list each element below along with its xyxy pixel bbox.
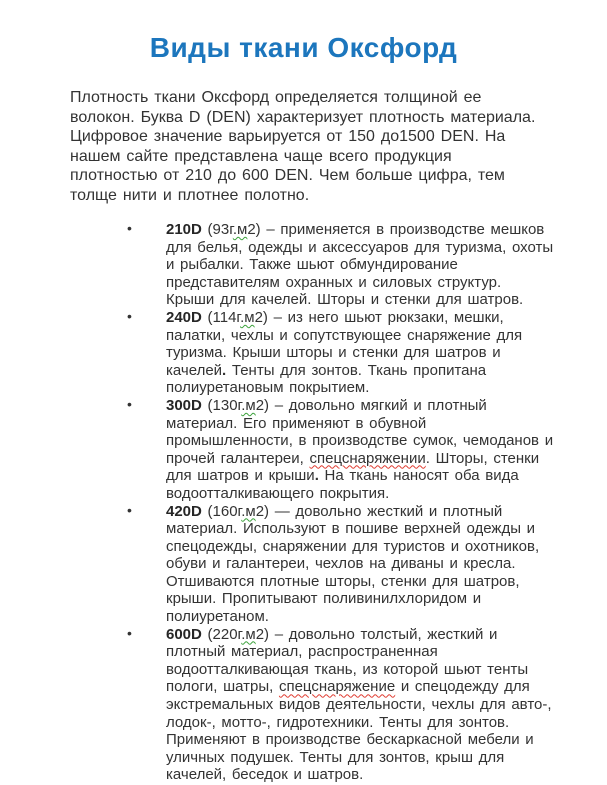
text-segment: . [314,467,319,485]
text-segment: (93г [201,221,233,238]
misspelled-word: .м [232,221,248,238]
text-segment: На ткань наносят оба вида водоотталкивающего покрытия. [166,467,519,502]
bullet-icon: • [127,220,132,236]
text-segment: (220г [201,625,242,643]
list-item [125,626,555,784]
misspelled-word: спецснаряжении [309,449,426,467]
misspelled-word: .м [241,396,256,414]
misspelled-word: .м [241,502,256,520]
text-segment: Тенты для зонтов. Ткань пропитана полиуретановым покрытием. [166,361,487,397]
text-segment: (114г [201,308,241,326]
misspelled-word: спецснаряжение [278,678,396,696]
bullet-icon: • [127,501,132,518]
text-segment: и спецодежду для экстремальных видов деятельности, чехлы для авто-, лодок-, мотто-, гидротехники. Тенты для зонтов. Применяют в производстве бескаркасной мебели и уличных подушек. Тенты для зонтов, крыш для качелей, беседок и шатров. [166,678,552,784]
text-segment: 2) – из него шьют рюкзаки, мешки, палатки, чехлы и сопутствующее снаряжение для туризма. Крыши шторы и стенки для шатров и качелей [166,308,523,379]
intro-paragraph: Плотность ткани Оксфорд определяется толщиной ее волокон. Буква D (DEN) характеризует плотность материала. Цифровое значение варьируется от 150 до1500 DEN. На нашем сайте представлена чаще всего продукция плотностью от 210 до 600 DEN. Чем больше цифра, тем толще нити и плотнее полотно. [70,89,536,204]
text-segment: . Шторы, стенки для шатров и крыши [166,449,540,485]
bullet-icon: • [127,307,132,324]
text-segment: 2) – довольно толстый, жесткий и плотный материал, распространенная водоотталкивающая ткань, из которой шьют тенты пологи, шатры, [166,625,529,696]
text-segment: 2) — довольно жесткий и плотный материал. Используют в пошиве верхней одежды и спецодежды, снаряжении для туристов и охотников, обуви и галантереи, чехлов на диваны и кресла. Отшиваются плотные шторы, стенки для шатров, крыши. Пропитывают поливинилхлоридом и полиуретаном. [166,502,540,626]
bullet-icon: • [127,624,132,641]
text-segment: 2) – применяется в производстве мешков для белья, одежды и аксессуаров для туризма, охоты и рыбалки. Также шьют обмундирование представителям охранных и силовых структур. Крыши для качелей. Шторы и стенки для шатров. [166,221,554,309]
text-segment: (160г [201,502,242,520]
text-segment: 2) – довольно мягкий и плотный материал. Его применяют в обувной промышленности, в производстве сумок, чемоданов и прочей галантереи, [166,396,554,467]
fabric-type-list [125,221,555,784]
density-label: 210D [166,221,202,238]
text-segment: (130г [201,396,242,414]
page-title: Виды ткани Оксфорд [149,32,458,63]
density-label: 300D [166,396,202,414]
list-item [125,397,555,503]
bullet-icon: • [127,395,132,412]
density-label: 600D [166,625,202,643]
list-item [125,503,555,626]
text-segment: . [222,361,227,379]
density-label: 420D [166,502,202,520]
misspelled-word: .м [241,625,256,643]
misspelled-word: .м [240,308,255,326]
list-item [125,221,555,309]
list-item [125,309,555,397]
density-label: 240D [166,308,202,326]
